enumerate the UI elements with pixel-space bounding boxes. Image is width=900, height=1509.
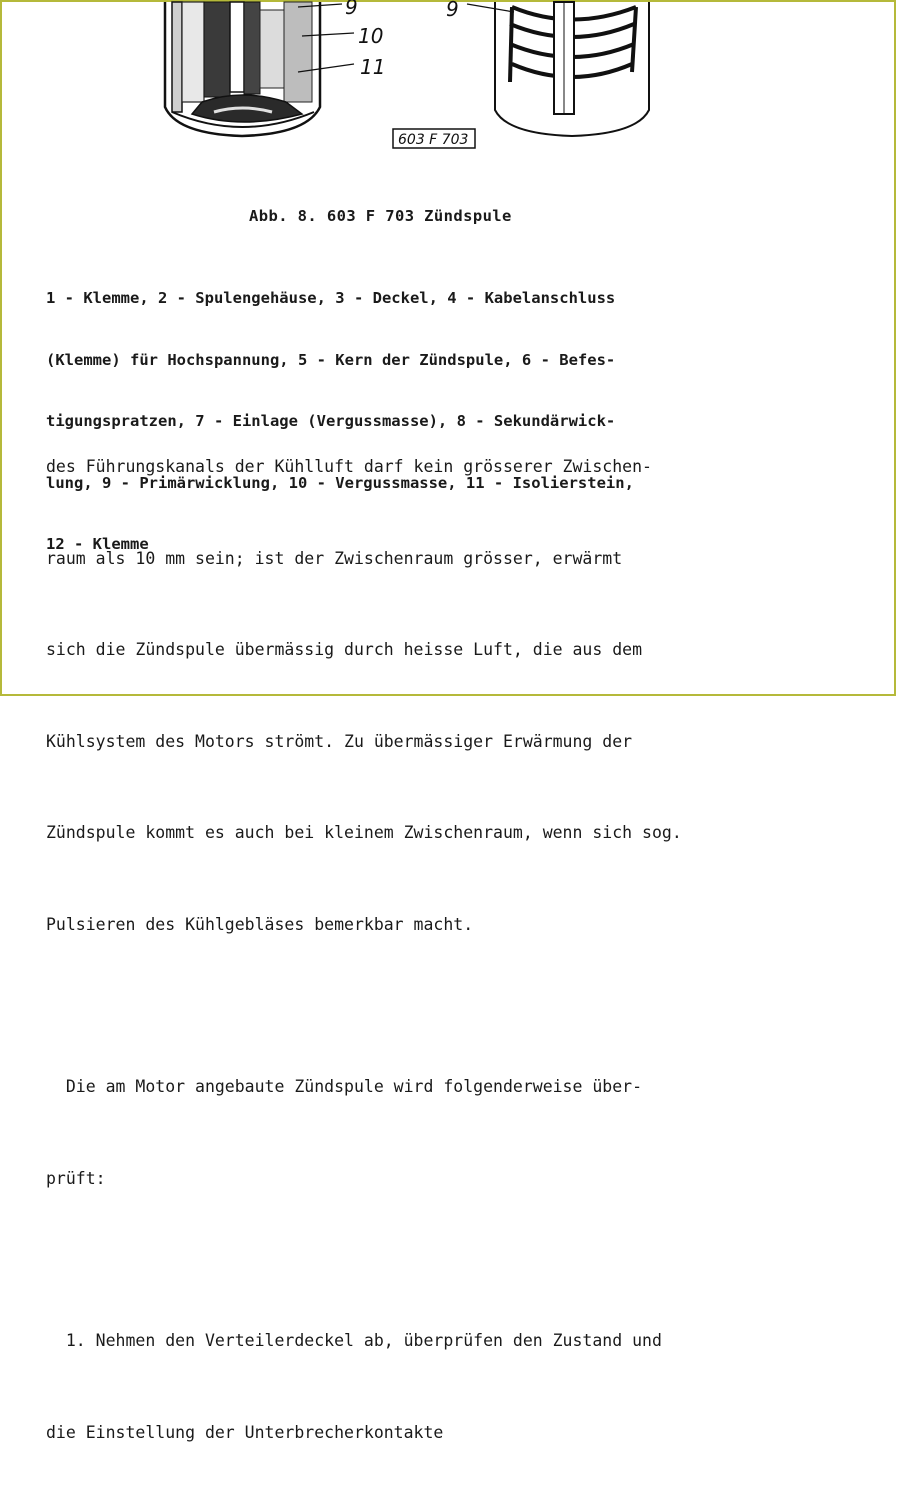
text-line: die Einstellung der Unterbrecherkontakte [46,1422,444,1442]
callout-11: 11 [360,55,386,79]
body-text [46,391,876,1509]
legend-line: 12 - Klemme [46,535,149,553]
callout-9-right: 9 [446,0,459,21]
legend-line: lung, 9 - Primärwicklung, 10 - Vergussmasse, 11 - Isolierstein, [46,473,634,492]
coil-schematic-drawing [495,2,649,136]
text-line: raum als 10 mm sein; ist der Zwischenraum grösser, erwärmt [46,548,623,568]
legend-line: tigungspratzen, 7 - Einlage (Vergussmasse), 8 - Sekundärwick- [46,412,616,430]
coil-cutaway-drawing [165,2,320,136]
text-line: Pulsieren des Kühlgebläses bemerkbar macht. [46,914,474,934]
paragraph-check-intro [46,1011,876,1255]
ignition-coil-drawing [2,2,898,197]
text-line: Die am Motor angebaute Zündspule wird folgenderweise über- [46,1077,643,1096]
text-line: Zündspule kommt es auch bei kleinem Zwischenraum, wenn sich sog. [46,823,682,842]
ignition-coil-figure [2,2,898,197]
paragraph-step-1 [46,1265,876,1509]
paragraph-cooling-air [46,391,876,1001]
legend-line: (Klemme) für Hochspannung, 5 - Kern der Zündspule, 6 - Befes- [46,350,616,369]
figure-stamp: 603 F 703 [398,132,469,148]
text-line: Kühlsystem des Motors strömt. Zu übermässiger Erwärmung der [46,731,633,751]
text-line: des Führungskanals der Kühlluft darf kein grösserer Zwischen- [46,457,652,476]
text-line: sich die Zündspule übermässig durch heisse Luft, die aus dem [46,640,643,659]
callout-9-left: 9 [345,0,358,19]
callout-10: 10 [358,24,384,48]
text-line: 1. Nehmen den Verteilerdeckel ab, überprüfen den Zustand und [46,1331,662,1350]
legend-line: 1 - Klemme, 2 - Spulengehäuse, 3 - Deckel, 4 - Kabelanschluss [46,289,616,307]
text-line: prüft: [46,1168,106,1188]
figure-caption: Abb. 8. 603 F 703 Zündspule [249,207,512,225]
